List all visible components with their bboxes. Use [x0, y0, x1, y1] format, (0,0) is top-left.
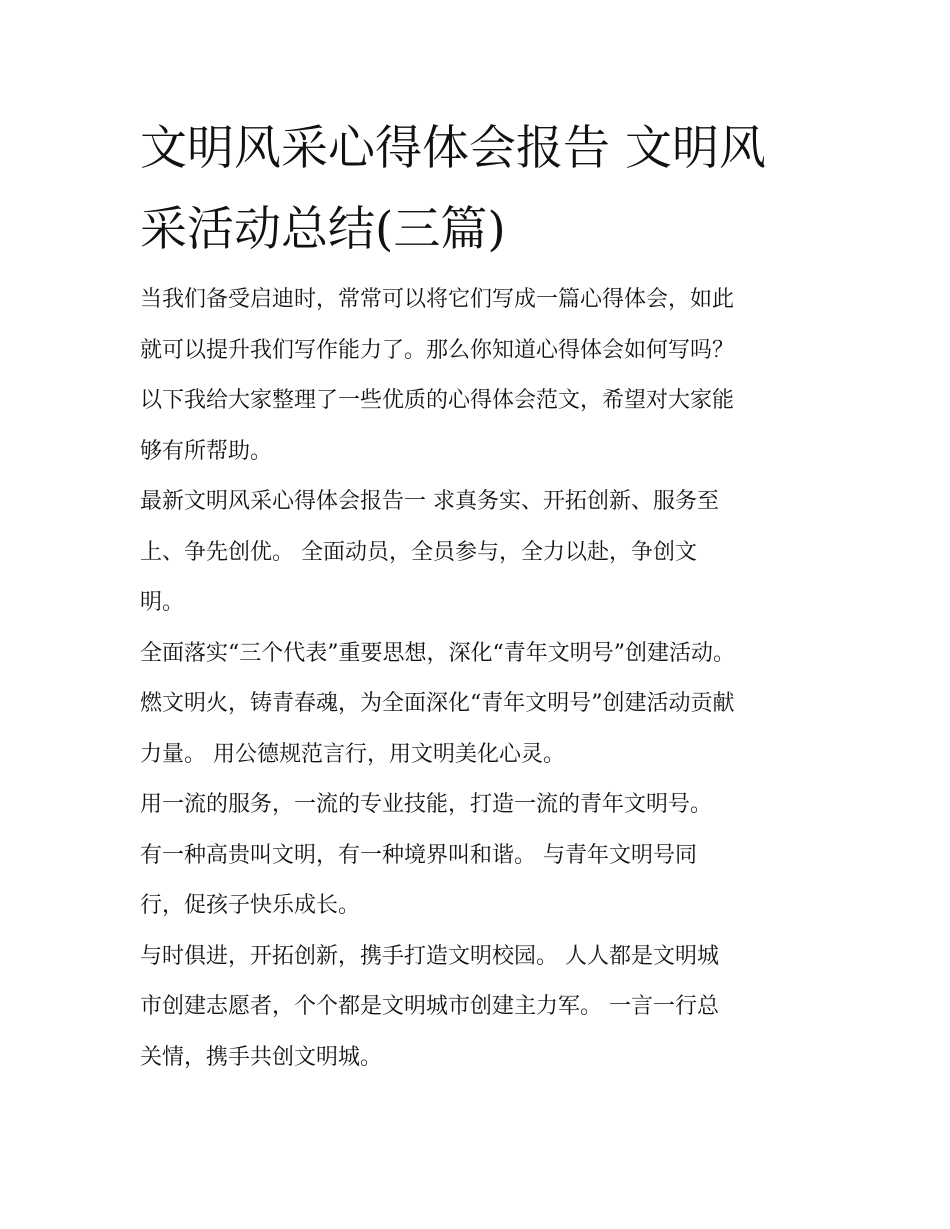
paragraph-first-class-service: [140, 780, 820, 831]
text-line: 用一流的服务，一流的专业技能，打造一流的青年文明号。: [140, 792, 713, 817]
text-line: 最新文明风采心得体会报告一 求真务实、开拓创新、服务至: [140, 489, 719, 514]
text-line: 力量。 用公德规范言行，用文明美化心灵。: [140, 741, 565, 767]
text-line: 关情，携手共创文明城。: [140, 1044, 383, 1070]
text-line: 明。: [140, 590, 185, 615]
text-line: 就可以提升我们写作能力了。那么你知道心得体会如何写吗？: [140, 337, 735, 363]
paragraph-intro: [140, 275, 820, 477]
text-line: 够有所帮助。: [140, 438, 273, 464]
text-line: 行，促孩子快乐成长。: [140, 893, 361, 918]
text-line: 上、争先创优。 全面动员，全员参与，全力以赴，争创文: [140, 539, 697, 565]
title-line-2: 采活动总结(三篇): [140, 202, 506, 257]
text-line: 全面落实“三个代表”重要思想，深化“青年文明号”创建活动。: [140, 640, 735, 666]
paragraph-report-one: [140, 477, 820, 629]
title-line-1: 文明风采心得体会报告 文明风: [140, 121, 766, 176]
paragraph-civilized-campus: [140, 932, 820, 1084]
document-page: [140, 108, 820, 1083]
paragraph-harmony: [140, 831, 820, 932]
text-line: 当我们备受启迪时，常常可以将它们写成一篇心得体会，如此: [140, 287, 735, 312]
paragraph-three-represents: [140, 629, 820, 781]
document-title: [140, 108, 820, 270]
text-line: 市创建志愿者，个个都是文明城市创建主力军。 一言一行总: [140, 994, 719, 1019]
text-line: 有一种高贵叫文明，有一种境界叫和谐。 与青年文明号同: [140, 842, 697, 868]
text-line: 燃文明火，铸青春魂，为全面深化“青年文明号”创建活动贡献: [140, 691, 735, 716]
text-line: 以下我给大家整理了一些优质的心得体会范文，希望对大家能: [140, 388, 735, 413]
text-line: 与时俱进，开拓创新，携手打造文明校园。 人人都是文明城: [140, 943, 719, 969]
